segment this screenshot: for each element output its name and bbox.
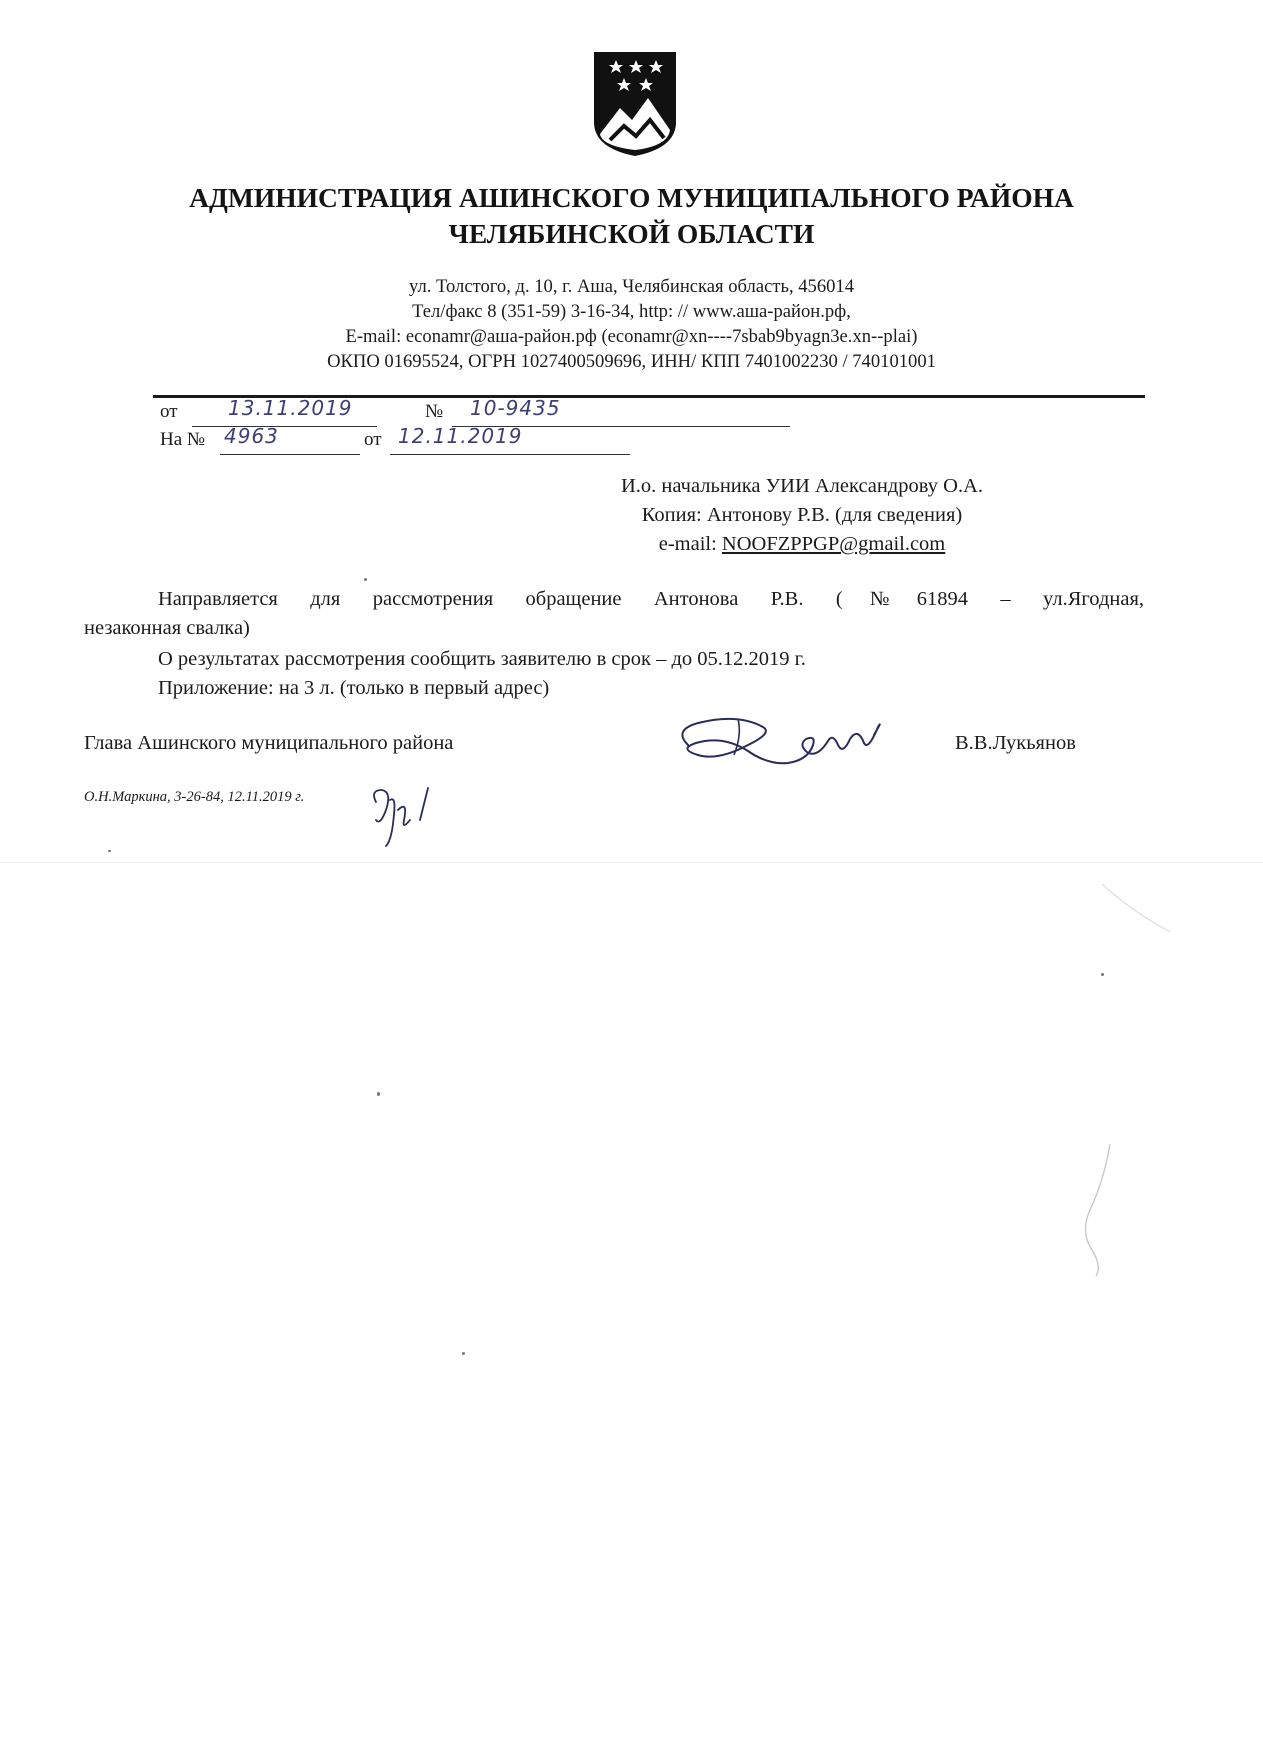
copy-recipient-line: Копия: Антонову Р.В. (для сведения) [641, 504, 963, 526]
reply-number-handwritten: 4963 [224, 424, 279, 448]
body-paragraph-1: Направляется для рассмотрения обращение Антонова Р.В. (№61894 – ул.Ягодная, [158, 588, 1144, 610]
reply-date-line [390, 454, 630, 455]
number-label: № [425, 401, 444, 422]
from-date-line [192, 426, 377, 427]
addressee-line: И.о. начальника УИИ Александрову О.А. [620, 475, 984, 497]
from-label: от [160, 401, 178, 422]
handwritten-signature [668, 705, 908, 785]
reply-date-handwritten: 12.11.2019 [398, 424, 523, 448]
org-email: E-mail: econamr@аша-район.рф (econamr@xn----7sbab9byagn3e.xn--plai) [345, 326, 918, 347]
executor-info: О.Н.Маркина, 3-26-84, 12.11.2019 г. [84, 789, 305, 805]
reply-from-label: от [364, 429, 382, 450]
scan-speck [108, 850, 111, 852]
org-registry-codes: ОКПО 01695524, ОГРН 1027400509696, ИНН/ КПП 7401002230 / 740101001 [327, 351, 936, 372]
reply-number-label: На № [160, 429, 206, 450]
email-link[interactable]: NOOFZPPGP@gmail.com [721, 533, 946, 555]
body-paragraph-1-continued: незаконная свалка) [84, 617, 250, 639]
scan-speck [364, 578, 367, 581]
reply-number-line [220, 454, 360, 455]
org-name-line2: ЧЕЛЯБИНСКОЙ ОБЛАСТИ [448, 218, 815, 249]
addressee-block [540, 472, 1064, 559]
handwritten-initials [368, 780, 458, 850]
contact-block [0, 274, 1263, 374]
org-name-line1: АДМИНИСТРАЦИЯ АШИНСКОГО МУНИЦИПАЛЬНОГО РАЙОНА [189, 182, 1074, 213]
scan-speck [377, 1092, 380, 1096]
faint-pencil-mark [1060, 1140, 1120, 1280]
addressee-email-line [540, 530, 1064, 559]
signatory-position: Глава Ашинского муниципального района [84, 732, 454, 754]
from-date-handwritten: 13.11.2019 [228, 396, 353, 420]
body-paragraph-2: О результатах рассмотрения сообщить заявителю в срок – до 05.12.2019 г. [158, 648, 806, 670]
scan-speck [462, 1352, 465, 1355]
org-address: ул. Толстого, д. 10, г. Аша, Челябинская область, 456014 [408, 276, 855, 297]
email-label: e-mail: [658, 533, 722, 555]
faint-pencil-mark [1100, 880, 1180, 940]
org-phone-web: Тел/факс 8 (351-59) 3-16-34, http: // www.аша-район.рф, [412, 301, 851, 322]
organization-title [0, 180, 1263, 252]
scan-edge-line [0, 862, 1263, 863]
number-handwritten: 10-9435 [470, 396, 561, 420]
signatory-name: В.В.Лукьянов [955, 732, 1076, 754]
body-paragraph-3: Приложение: на 3 л. (только в первый адрес) [158, 677, 550, 699]
incoming-reference [160, 424, 640, 456]
scan-speck [1101, 973, 1104, 976]
coat-of-arms-icon [590, 50, 680, 158]
